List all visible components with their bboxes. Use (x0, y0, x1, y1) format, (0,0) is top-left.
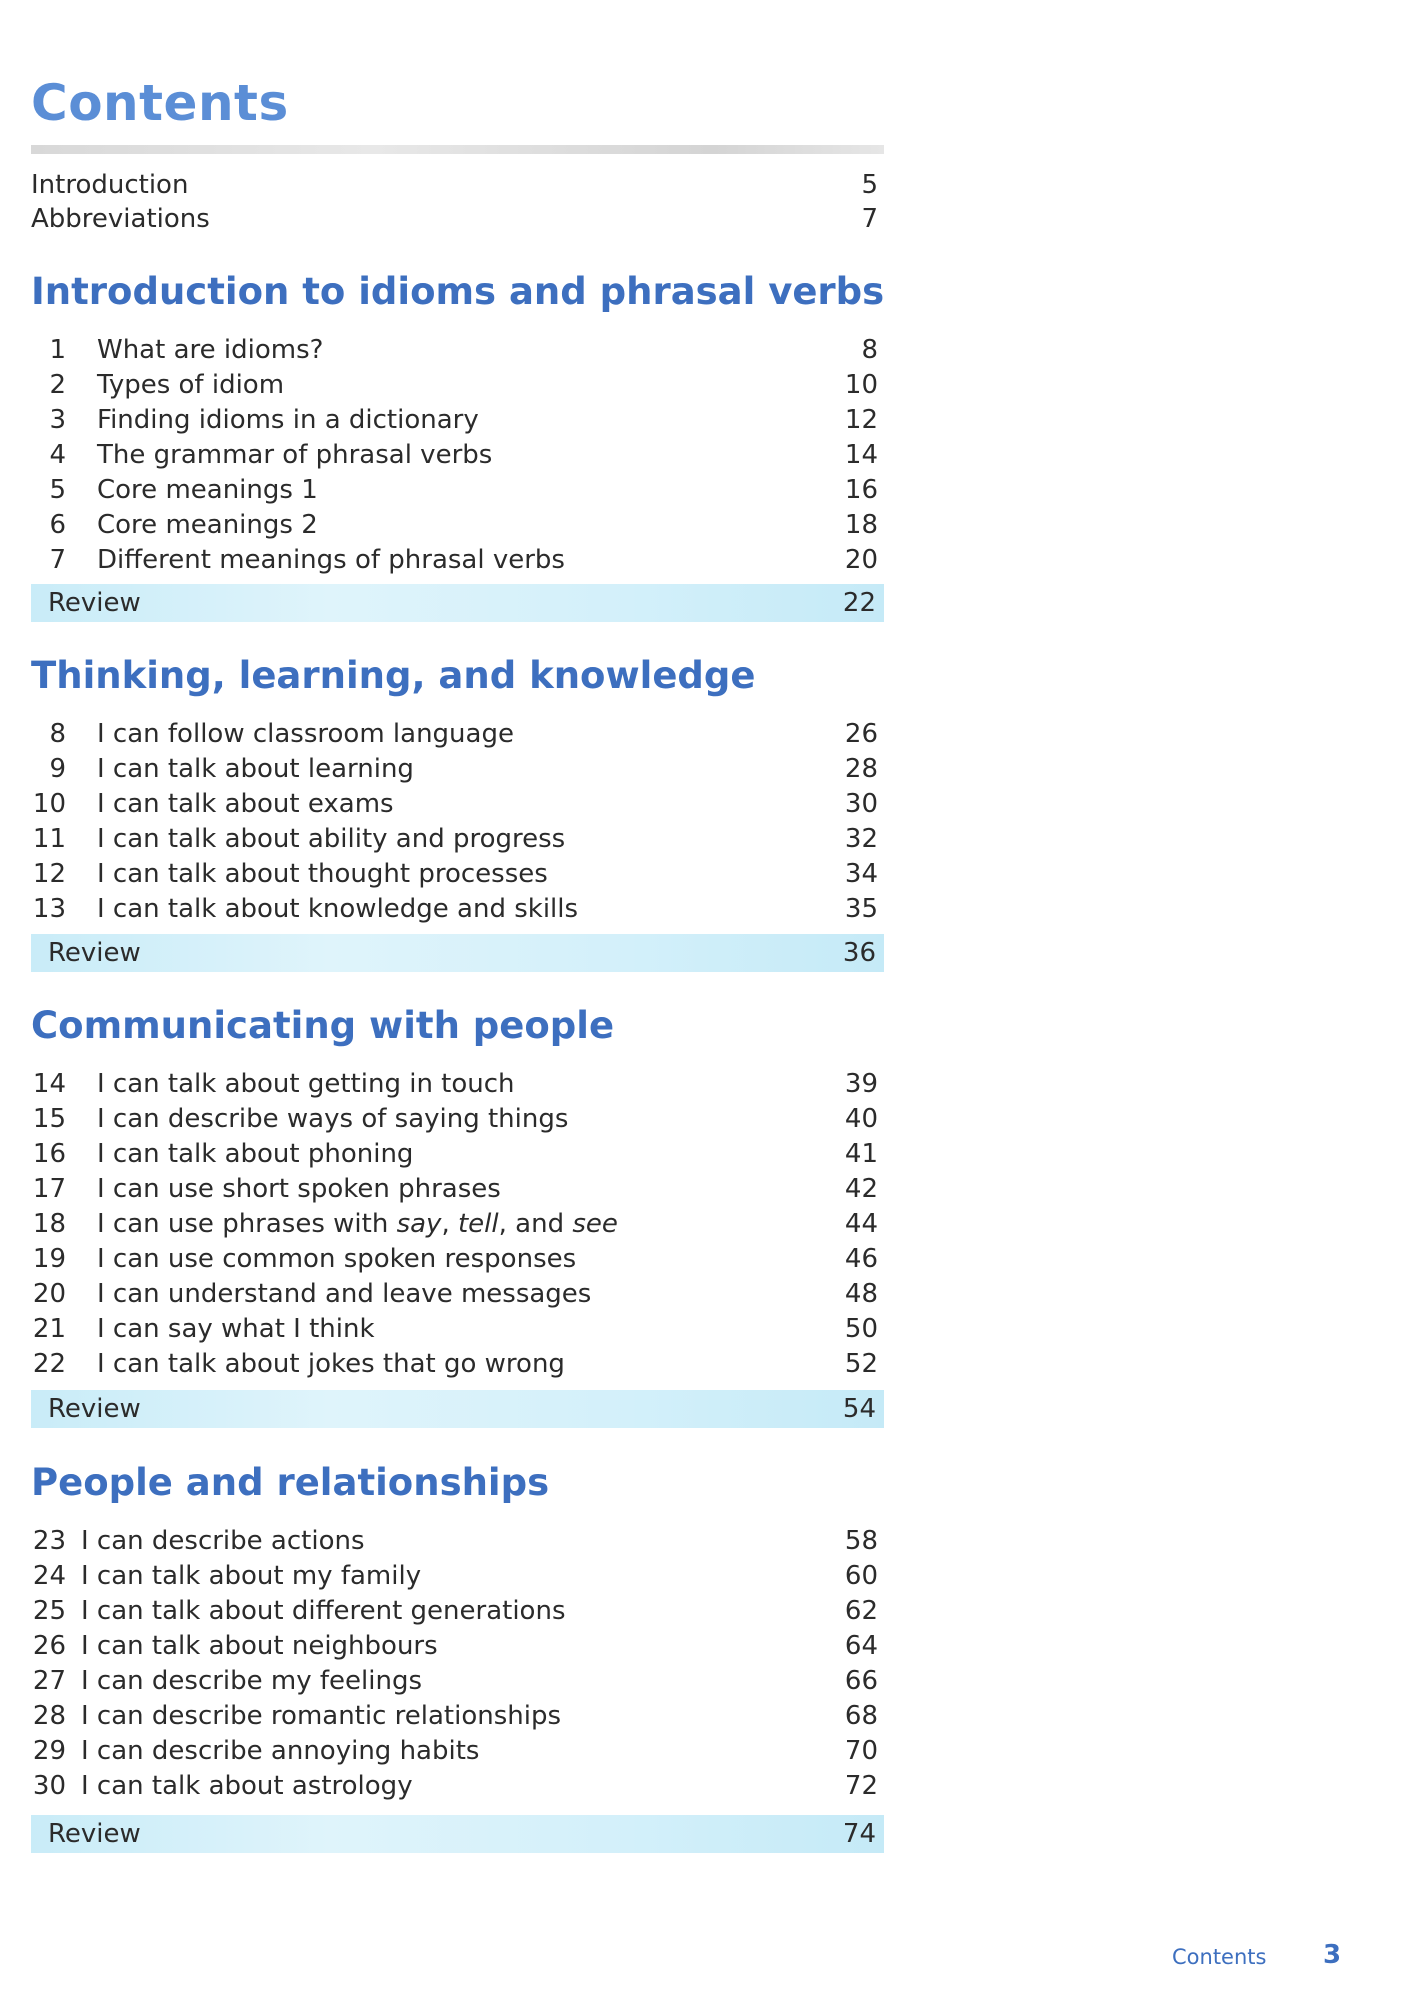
toc-unit[interactable] (31, 857, 878, 892)
unit-page: 40 (844, 1104, 878, 1134)
review-label: Review (48, 588, 141, 618)
unit-title: I can understand and leave messages (97, 1279, 592, 1309)
toc-unit[interactable] (31, 1137, 878, 1172)
label-part-italic: say (396, 1209, 442, 1239)
unit-number: 27 (32, 1666, 66, 1696)
toc-unit[interactable] (31, 1769, 878, 1804)
unit-title: I can talk about learning (97, 754, 414, 784)
unit-page: 32 (844, 824, 878, 854)
unit-title: I can talk about getting in touch (97, 1069, 515, 1099)
toc-unit[interactable] (31, 1312, 878, 1347)
toc-unit[interactable] (31, 1277, 878, 1312)
unit-number: 9 (49, 754, 66, 784)
review-row[interactable] (31, 1815, 884, 1853)
unit-number: 18 (32, 1209, 66, 1239)
unit-page: 62 (844, 1596, 878, 1626)
unit-page: 46 (844, 1244, 878, 1274)
unit-title: The grammar of phrasal verbs (97, 440, 493, 470)
unit-page: 68 (844, 1701, 878, 1731)
toc-entry-introduction[interactable] (31, 168, 878, 203)
label-part: , and (498, 1209, 573, 1239)
toc-unit[interactable] (31, 403, 878, 438)
unit-title: I can talk about my family (81, 1561, 422, 1591)
unit-page: 39 (844, 1069, 878, 1099)
toc-unit[interactable] (31, 717, 878, 752)
review-label: Review (48, 1819, 141, 1849)
toc-unit[interactable] (31, 787, 878, 822)
unit-number: 17 (32, 1174, 66, 1204)
footer-page-number: 3 (1323, 1940, 1342, 1970)
unit-number: 10 (32, 789, 66, 819)
toc-entry-abbreviations[interactable] (31, 202, 878, 237)
review-row[interactable] (31, 1390, 884, 1428)
label-part: I can use phrases with (97, 1209, 397, 1239)
toc-unit[interactable] (31, 508, 878, 543)
unit-page: 48 (844, 1279, 878, 1309)
unit-number: 28 (32, 1701, 66, 1731)
unit-number: 6 (49, 510, 66, 540)
unit-title: I can use common spoken responses (97, 1244, 577, 1274)
unit-page: 64 (844, 1631, 878, 1661)
unit-page: 26 (844, 719, 878, 749)
unit-page: 66 (844, 1666, 878, 1696)
unit-title: I can say what I think (97, 1314, 375, 1344)
toc-entry-page: 7 (861, 204, 878, 234)
unit-number: 20 (32, 1279, 66, 1309)
unit-title (97, 1207, 618, 1242)
section-heading: People and relationships (31, 1461, 550, 1504)
toc-unit[interactable] (31, 1207, 878, 1242)
unit-page: 72 (844, 1771, 878, 1801)
unit-page: 50 (844, 1314, 878, 1344)
unit-title: I can talk about exams (97, 789, 394, 819)
unit-number: 22 (32, 1349, 66, 1379)
unit-title: I can describe annoying habits (81, 1736, 480, 1766)
toc-unit[interactable] (31, 1559, 878, 1594)
label-part-italic: see (572, 1209, 618, 1239)
unit-number: 26 (32, 1631, 66, 1661)
footer-label: Contents (1172, 1945, 1267, 1969)
unit-page: 10 (844, 370, 878, 400)
toc-unit[interactable] (31, 473, 878, 508)
section-heading: Thinking, learning, and knowledge (31, 654, 756, 697)
unit-page: 70 (844, 1736, 878, 1766)
toc-unit[interactable] (31, 1734, 878, 1769)
unit-page: 8 (861, 335, 878, 365)
page-title: Contents (31, 74, 289, 132)
toc-unit[interactable] (31, 1172, 878, 1207)
review-page: 36 (842, 938, 876, 968)
unit-title: Finding idioms in a dictionary (97, 405, 479, 435)
unit-title: I can talk about phoning (97, 1139, 414, 1169)
review-label: Review (48, 938, 141, 968)
unit-title: I can talk about knowledge and skills (97, 894, 579, 924)
toc-unit[interactable] (31, 1699, 878, 1734)
toc-unit[interactable] (31, 333, 878, 368)
toc-unit[interactable] (31, 438, 878, 473)
unit-number: 4 (49, 440, 66, 470)
toc-unit[interactable] (31, 752, 878, 787)
label-part-italic: tell (457, 1209, 499, 1239)
unit-title: I can talk about ability and progress (97, 824, 566, 854)
unit-page: 35 (844, 894, 878, 924)
unit-page: 20 (844, 545, 878, 575)
unit-page: 12 (844, 405, 878, 435)
toc-unit[interactable] (31, 1664, 878, 1699)
unit-number: 1 (49, 335, 66, 365)
review-page: 74 (842, 1819, 876, 1849)
unit-number: 16 (32, 1139, 66, 1169)
unit-title: I can describe my feelings (81, 1666, 423, 1696)
toc-entry-page: 5 (861, 170, 878, 200)
unit-title: I can talk about different generations (81, 1596, 566, 1626)
unit-number: 2 (49, 370, 66, 400)
toc-unit[interactable] (31, 892, 878, 927)
section-heading: Communicating with people (31, 1004, 615, 1047)
unit-number: 12 (32, 859, 66, 889)
unit-title: I can describe ways of saying things (97, 1104, 569, 1134)
toc-unit[interactable] (31, 368, 878, 403)
unit-page: 41 (844, 1139, 878, 1169)
unit-page: 28 (844, 754, 878, 784)
label-part: , (441, 1209, 458, 1239)
toc-unit[interactable] (31, 1629, 878, 1664)
toc-unit[interactable] (31, 1102, 878, 1137)
toc-unit[interactable] (31, 543, 878, 578)
unit-title: Core meanings 2 (97, 510, 318, 540)
unit-number: 24 (32, 1561, 66, 1591)
unit-page: 16 (844, 475, 878, 505)
toc-unit[interactable] (31, 1524, 878, 1559)
unit-number: 5 (49, 475, 66, 505)
unit-number: 11 (32, 824, 66, 854)
toc-entry-label: Abbreviations (31, 204, 210, 234)
unit-title: I can describe actions (81, 1526, 365, 1556)
unit-title: I can talk about jokes that go wrong (97, 1349, 565, 1379)
unit-number: 30 (32, 1771, 66, 1801)
unit-title: I can use short spoken phrases (97, 1174, 501, 1204)
unit-page: 60 (844, 1561, 878, 1591)
unit-page: 58 (844, 1526, 878, 1556)
unit-number: 19 (32, 1244, 66, 1274)
unit-page: 30 (844, 789, 878, 819)
unit-number: 13 (32, 894, 66, 924)
review-page: 22 (842, 588, 876, 618)
unit-number: 29 (32, 1736, 66, 1766)
unit-page: 14 (844, 440, 878, 470)
toc-unit[interactable] (31, 1594, 878, 1629)
toc-unit[interactable] (31, 1242, 878, 1277)
unit-title: I can talk about astrology (81, 1771, 413, 1801)
unit-number: 21 (32, 1314, 66, 1344)
toc-entry-label: Introduction (31, 170, 189, 200)
unit-number: 7 (49, 545, 66, 575)
review-row[interactable] (31, 934, 884, 972)
unit-number: 14 (32, 1069, 66, 1099)
unit-title: I can talk about thought processes (97, 859, 548, 889)
unit-title: I can follow classroom language (97, 719, 514, 749)
toc-unit[interactable] (31, 1067, 878, 1102)
toc-unit[interactable] (31, 822, 878, 857)
review-label: Review (48, 1394, 141, 1424)
unit-title: Different meanings of phrasal verbs (97, 545, 565, 575)
unit-title: Core meanings 1 (97, 475, 318, 505)
unit-number: 8 (49, 719, 66, 749)
unit-page: 18 (844, 510, 878, 540)
unit-page: 34 (844, 859, 878, 889)
unit-number: 3 (49, 405, 66, 435)
unit-number: 25 (32, 1596, 66, 1626)
unit-title: Types of idiom (97, 370, 285, 400)
unit-page: 42 (844, 1174, 878, 1204)
unit-page: 44 (844, 1209, 878, 1239)
title-divider (31, 145, 884, 154)
unit-number: 23 (32, 1526, 66, 1556)
unit-number: 15 (32, 1104, 66, 1134)
toc-unit[interactable] (31, 1347, 878, 1382)
unit-title: I can describe romantic relationships (81, 1701, 562, 1731)
review-page: 54 (842, 1394, 876, 1424)
review-row[interactable] (31, 584, 884, 622)
unit-page: 52 (844, 1349, 878, 1379)
section-heading: Introduction to idioms and phrasal verbs (31, 270, 885, 313)
unit-title: What are idioms? (97, 335, 324, 365)
unit-title: I can talk about neighbours (81, 1631, 438, 1661)
